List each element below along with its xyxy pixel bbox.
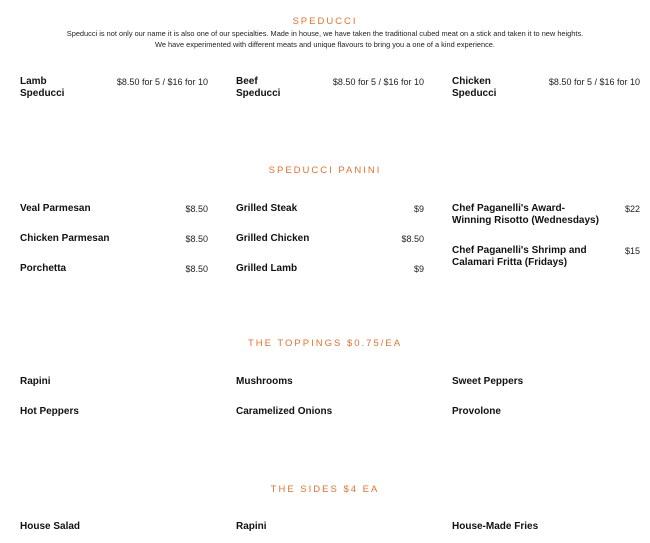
speducci-intro-line: Speducci is not only our name it is also one of our specialties. Made in house, we have taken the traditional cubed meat on a stick and taken it to new heights. [66, 29, 584, 38]
menu-item-price: $8.50 [185, 234, 208, 244]
side-name: House Salad [20, 521, 81, 532]
speducci-intro-line: We have experimented with different meats and unique flavours to bring you a one of a kind experience. [155, 40, 495, 49]
menu-item-name: Chicken Parmesan [20, 233, 110, 244]
menu-item-name: Lamb Speducci [20, 76, 65, 99]
topping-name: Sweet Peppers [452, 376, 524, 387]
topping-name: Mushrooms [236, 376, 293, 387]
menu-item-price: $8.50 [401, 234, 424, 244]
menu-item-grilled-chicken [236, 233, 424, 245]
topping-item [236, 376, 424, 388]
speducci-section-title: SPEDUCCI [292, 16, 358, 27]
menu-item-grilled-lamb [236, 263, 424, 275]
side-item [20, 521, 208, 533]
menu-item-price: $15 [624, 246, 640, 256]
menu-item-price: $8.50 for 5 / $16 for 10 [332, 77, 424, 87]
menu-item-lamb-speducci [20, 76, 208, 100]
topping-name: Caramelized Onions [236, 406, 333, 417]
topping-name: Provolone [452, 406, 501, 417]
menu-item-name: Grilled Lamb [236, 263, 298, 274]
menu-item-name: Chef Paganelli's Award-Winning Risotto (Wednesdays) [452, 203, 599, 226]
menu-item-name: Porchetta [20, 263, 67, 274]
menu-item-price: $9 [413, 204, 424, 214]
menu-item-grilled-steak [236, 203, 424, 215]
menu-item-price: $9 [413, 264, 424, 274]
menu-item-name: Chicken Speducci [452, 76, 497, 99]
topping-name: Hot Peppers [20, 406, 79, 417]
topping-name: Rapini [20, 376, 51, 387]
menu-item-price: $22 [624, 204, 640, 214]
menu-item-veal-parmesan [20, 203, 208, 215]
topping-item [452, 376, 640, 388]
side-name: House-Made Fries [452, 521, 539, 532]
menu-item-name: Grilled Chicken [236, 233, 310, 244]
side-item [236, 521, 424, 533]
topping-item [20, 376, 208, 388]
topping-item [20, 406, 208, 418]
speducci-intro [0, 28, 650, 50]
menu-item-chicken-speducci [452, 76, 640, 100]
menu-item-chicken-parmesan [20, 233, 208, 245]
menu-item-name: Grilled Steak [236, 203, 298, 214]
menu-item-shrimp-calamari [452, 245, 640, 269]
menu-item-price: $8.50 for 5 / $16 for 10 [548, 77, 640, 87]
topping-item [452, 406, 640, 418]
menu-item-price: $8.50 for 5 / $16 for 10 [116, 77, 208, 87]
menu-item-name: Beef Speducci [236, 76, 281, 99]
topping-item [236, 406, 424, 418]
menu-item-beef-speducci [236, 76, 424, 100]
side-name: Rapini [236, 521, 267, 532]
menu-item-risotto [452, 203, 640, 227]
menu-item-name: Chef Paganelli's Shrimp and Calamari Fritta (Fridays) [452, 245, 587, 268]
panini-section-title: SPEDUCCI PANINI [268, 165, 382, 176]
toppings-section-title: THE TOPPINGS $0.75/EA [247, 338, 403, 349]
menu-item-porchetta [20, 263, 208, 275]
sides-section-title: THE SIDES $4 EA [270, 484, 380, 495]
menu-item-price: $8.50 [185, 204, 208, 214]
side-item [452, 521, 640, 533]
menu-item-price: $8.50 [185, 264, 208, 274]
menu-item-name: Veal Parmesan [20, 203, 91, 214]
